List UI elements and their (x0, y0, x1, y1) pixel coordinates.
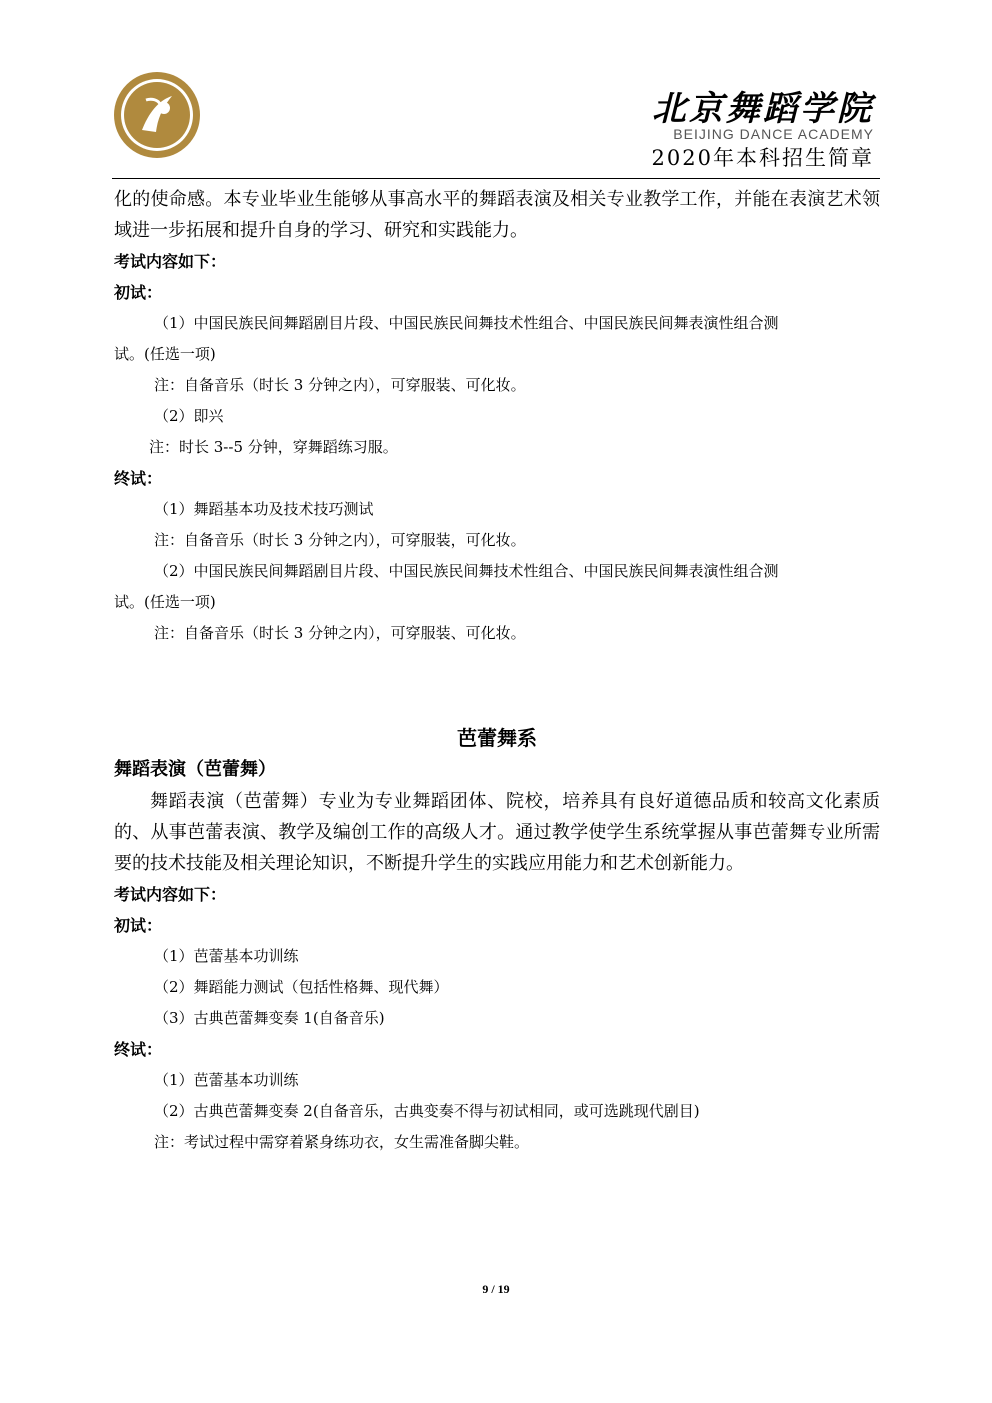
section-ballet (114, 722, 880, 1158)
prelim-item: （3）古典芭蕾舞变奏 1(自备音乐) (154, 1009, 385, 1027)
final-note: 注：自备音乐（时长 3 分钟之内），可穿服装、可化妆。 (154, 624, 526, 642)
academy-seal-logo (112, 70, 202, 160)
final-heading: 终试： (114, 1040, 163, 1059)
brand-block (652, 90, 874, 172)
prelim-heading: 初试： (114, 916, 163, 935)
final-item: （1）舞蹈基本功及技术技巧测试 (154, 500, 374, 518)
section-folk-continued (114, 184, 880, 649)
major-title: 舞蹈表演（芭蕾舞） (114, 759, 276, 780)
prelim-note: 注：自备音乐（时长 3 分钟之内），可穿服装、可化妆。 (154, 376, 526, 394)
final-item: （1）芭蕾基本功训练 (154, 1071, 299, 1089)
prelim-item: （2）即兴 (154, 407, 224, 425)
major-description: 舞蹈表演（芭蕾舞）专业为专业舞蹈团体、院校，培养具有良好道德品质和较高文化素质的、从事芭蕾表演、教学及编创工作的高级人才。通过教学使学生系统掌握从事芭蕾舞专业所需要的技术技能及相关理论知识，不断提升学生的实践应用能力和艺术创新能力。 (114, 791, 880, 874)
brand-name-en: BEIJING DANCE ACADEMY (673, 126, 874, 142)
exam-heading: 考试内容如下： (114, 252, 227, 271)
final-item: （2）中国民族民间舞蹈剧目片段、中国民族民间舞技术性组合、中国民族民间舞表演性组合测 (154, 562, 779, 580)
final-heading: 终试： (114, 469, 163, 488)
prelim-heading: 初试： (114, 283, 163, 302)
final-note: 注：自备音乐（时长 3 分钟之内），可穿服装，可化妆。 (154, 531, 526, 549)
final-item-cont: 试。(任选一项) (114, 593, 216, 611)
prelim-note: 注：时长 3--5 分钟，穿舞蹈练习服。 (149, 438, 398, 456)
prelim-item: （1）芭蕾基本功训练 (154, 947, 299, 965)
final-item: （2）古典芭蕾舞变奏 2(自备音乐，古典变奏不得与初试相同，或可选跳现代剧目) (154, 1102, 700, 1120)
page-number: 9 / 19 (482, 1282, 510, 1296)
intro-paragraph: 化的使命感。本专业毕业生能够从事高水平的舞蹈表演及相关专业教学工作，并能在表演艺术领域进一步拓展和提升自身的学习、研究和实践能力。 (114, 189, 880, 241)
brand-name-cn: 北京舞蹈学院 (652, 89, 874, 129)
brochure-title: 2020年本科招生简章 (651, 146, 874, 170)
prelim-item: （2）舞蹈能力测试（包括性格舞、现代舞） (154, 978, 449, 996)
exam-heading: 考试内容如下： (114, 885, 227, 904)
dept-title: 芭蕾舞系 (457, 726, 537, 750)
prelim-item: （1）中国民族民间舞蹈剧目片段、中国民族民间舞技术性组合、中国民族民间舞表演性组合测 (154, 314, 779, 332)
header-divider (112, 178, 880, 179)
final-note: 注：考试过程中需穿着紧身练功衣，女生需准备脚尖鞋。 (154, 1133, 530, 1151)
prelim-item-cont: 试。(任选一项) (114, 345, 216, 363)
